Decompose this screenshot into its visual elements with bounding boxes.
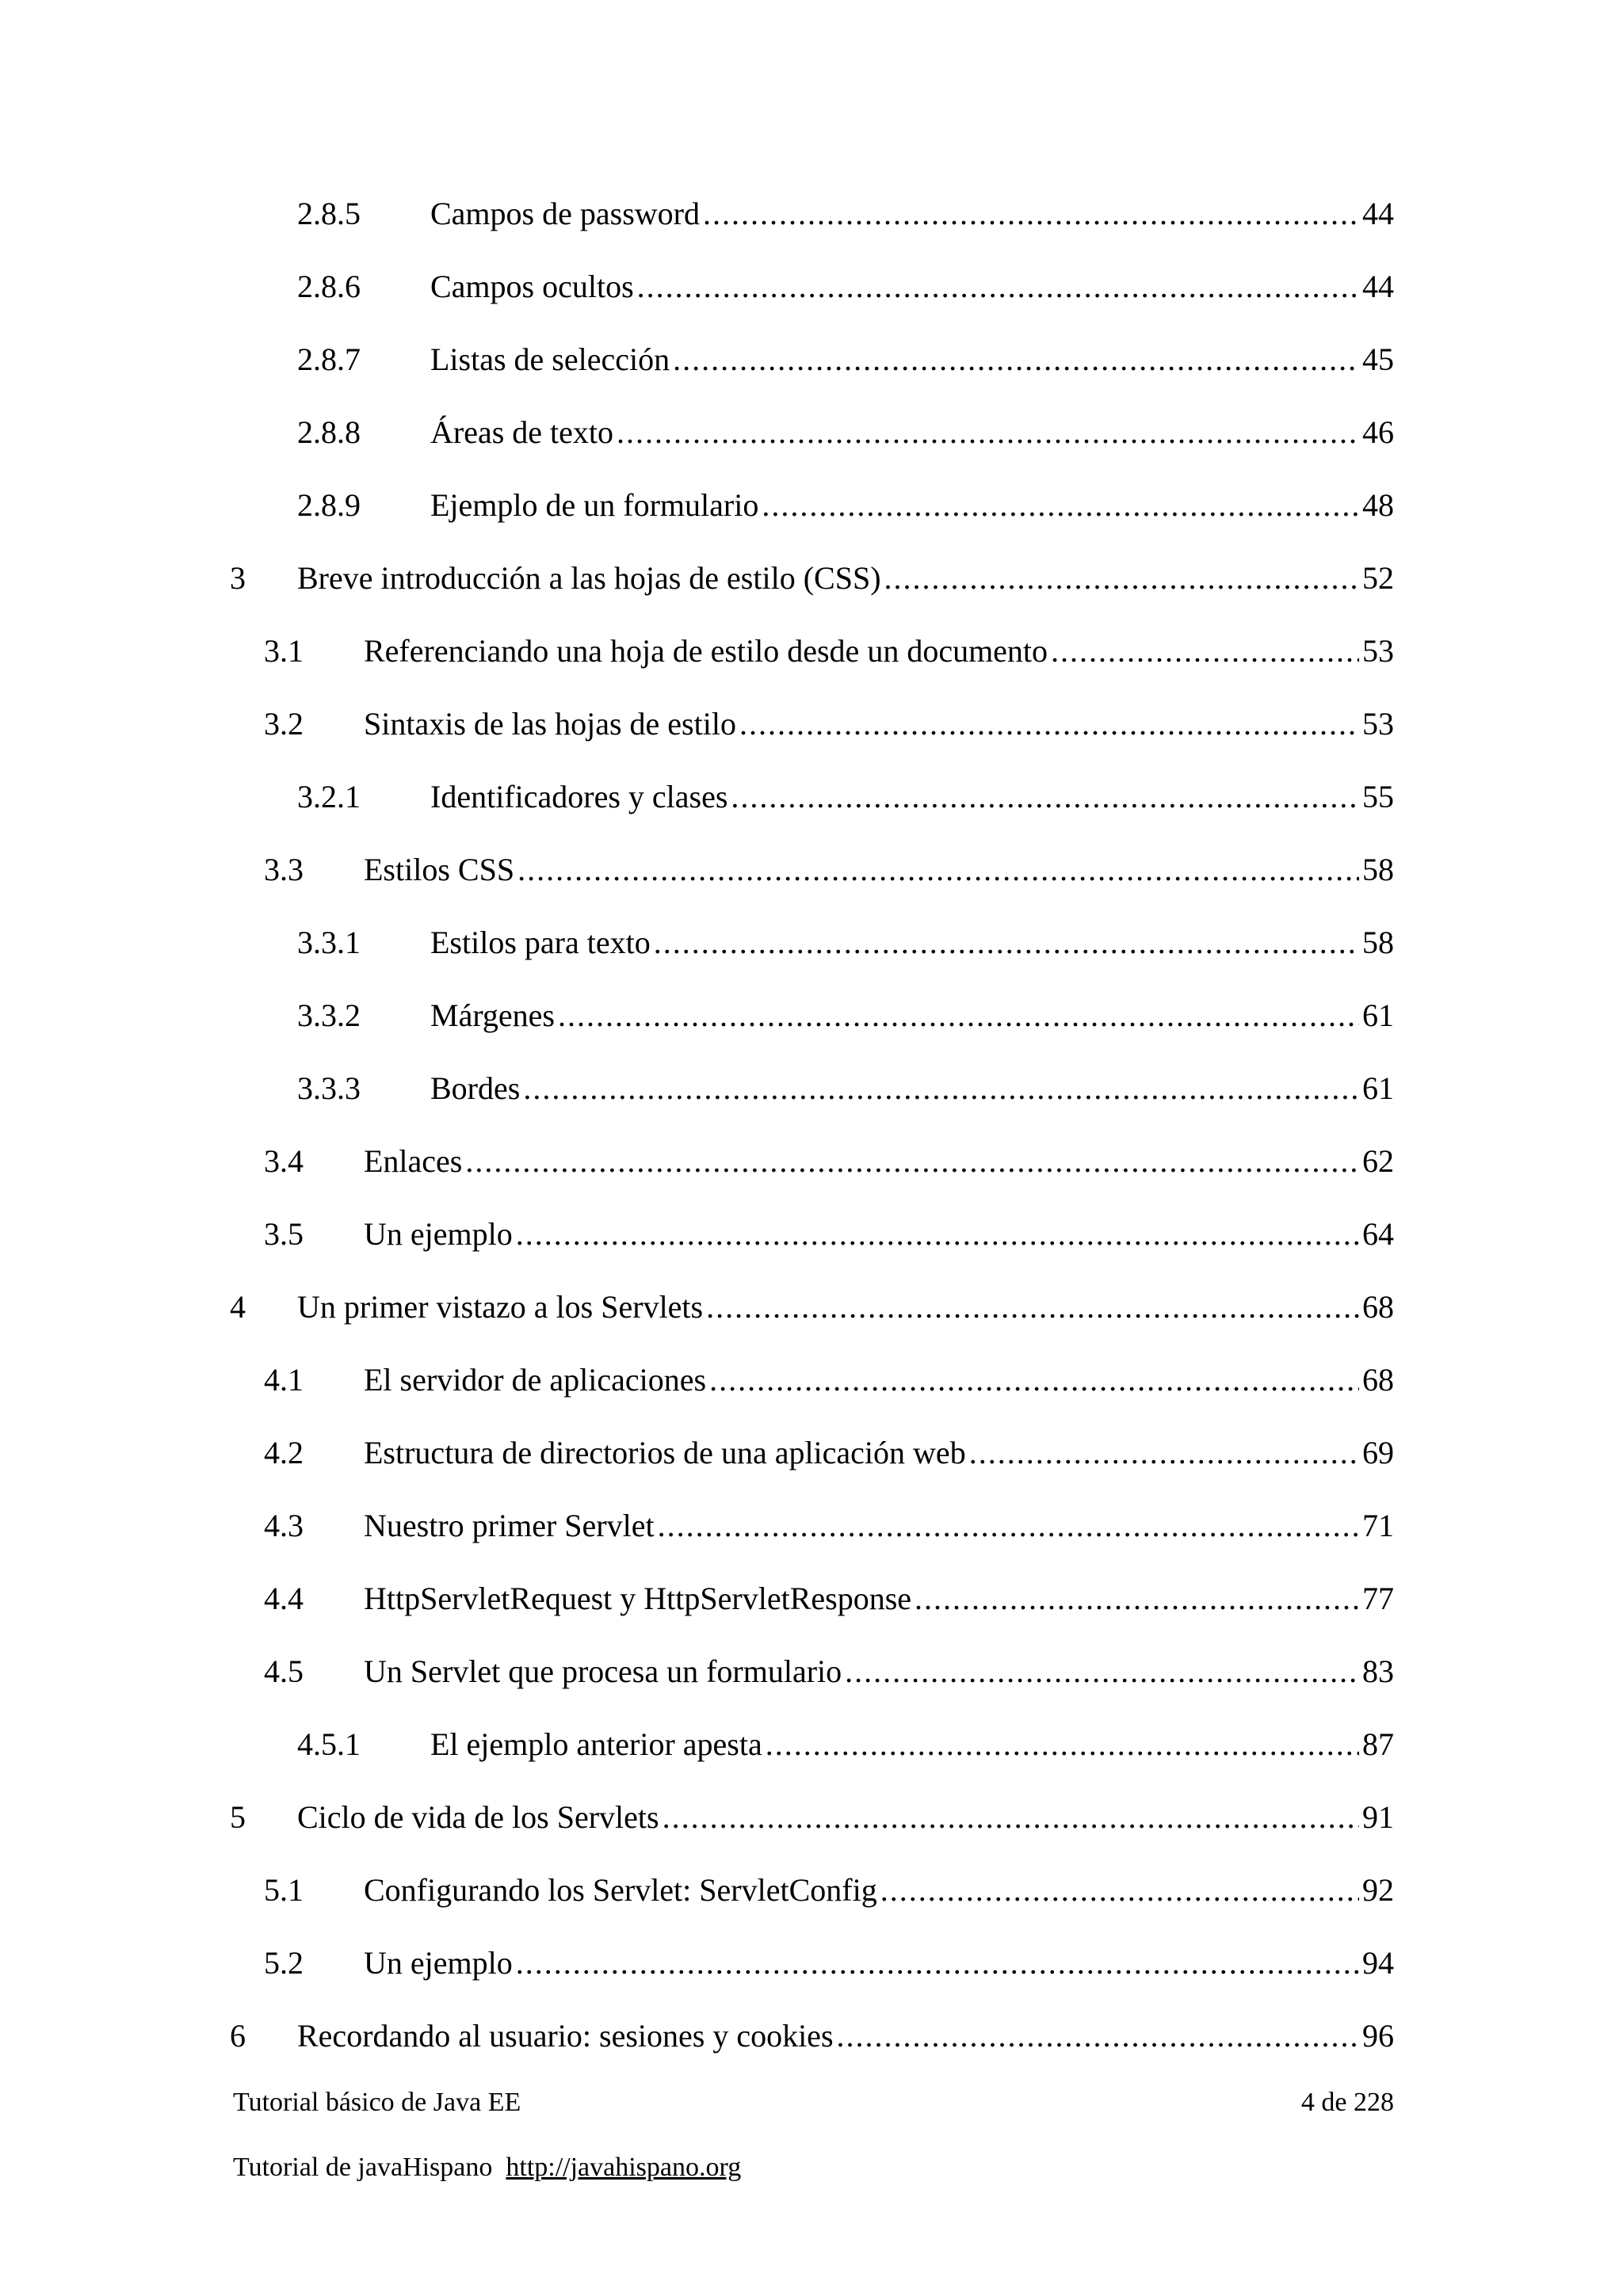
toc-entry[interactable]: [230, 1794, 1394, 1841]
toc-entry-page: 52: [1362, 560, 1394, 596]
toc-entry-page: 68: [1362, 1362, 1394, 1398]
toc-entry-title: Configurando los Servlet: ServletConfig: [364, 1872, 877, 1908]
toc-entry-title: Breve introducción a las hojas de estilo (CSS): [297, 560, 881, 596]
toc-entry[interactable]: [297, 336, 1394, 383]
toc-entry[interactable]: [264, 1867, 1394, 1914]
footer-credit-line: [233, 2150, 741, 2185]
toc-dot-leader: [845, 1648, 1359, 1695]
toc-entry-title: Un ejemplo: [364, 1945, 513, 1981]
toc-entry-page: 55: [1362, 779, 1394, 814]
toc-dot-leader: [709, 1356, 1359, 1404]
toc-dot-leader: [880, 1867, 1359, 1914]
toc-entry-number: 3.2: [264, 706, 304, 742]
toc-entry-page: 94: [1362, 1945, 1394, 1981]
toc-entry[interactable]: [264, 1356, 1394, 1404]
toc-entry-title: El servidor de aplicaciones: [364, 1362, 707, 1398]
toc-entry[interactable]: [297, 1065, 1394, 1112]
toc-dot-leader: [762, 482, 1359, 529]
toc-dot-leader: [523, 1065, 1359, 1112]
toc-dot-leader: [516, 1211, 1359, 1258]
toc-entry-page: 91: [1362, 1799, 1394, 1835]
toc-dot-leader: [637, 263, 1359, 311]
toc-entry-title: Campos de password: [430, 196, 700, 231]
toc-entry-title: Campos ocultos: [430, 269, 634, 304]
toc-entry[interactable]: [264, 1939, 1394, 1987]
toc-dot-leader: [915, 1575, 1359, 1623]
toc-entry-page: 44: [1362, 196, 1394, 231]
toc-entry-title: Listas de selección: [430, 341, 670, 377]
toc-entry-number: 3.3: [264, 852, 304, 887]
toc-entry[interactable]: [297, 773, 1394, 821]
footer-doc-title: Tutorial básico de Java EE: [233, 2088, 521, 2117]
toc-entry-page: 69: [1362, 1435, 1394, 1470]
toc-entry-number: 2.8.5: [297, 196, 361, 231]
footer-credit: Tutorial de javaHispano: [233, 2153, 493, 2182]
toc-entry-page: 61: [1362, 1070, 1394, 1106]
toc-entry-page: 68: [1362, 1289, 1394, 1325]
toc-entry[interactable]: [230, 1283, 1394, 1331]
toc-entry[interactable]: [230, 2012, 1394, 2060]
toc-entry[interactable]: [264, 627, 1394, 675]
toc-entry[interactable]: [264, 1138, 1394, 1185]
toc-dot-leader: [516, 1939, 1359, 1987]
toc-dot-leader: [731, 773, 1359, 821]
toc-entry-number: 3.2.1: [297, 779, 361, 814]
toc-entry-title: Márgenes: [430, 997, 555, 1033]
toc-dot-leader: [739, 700, 1359, 748]
toc-dot-leader: [658, 1502, 1359, 1550]
toc-entry-page: 48: [1362, 487, 1394, 523]
toc-entry-page: 83: [1362, 1653, 1394, 1689]
toc-entry-title: Un primer vistazo a los Servlets: [297, 1289, 704, 1325]
toc-dot-leader: [703, 190, 1359, 238]
toc-entry-number: 4.3: [264, 1508, 304, 1543]
toc-entry-page: 44: [1362, 269, 1394, 304]
toc-entry-page: 46: [1362, 414, 1394, 450]
toc-entry-number: 6: [230, 2018, 246, 2054]
toc-dot-leader: [617, 409, 1359, 456]
toc-entry[interactable]: [264, 1429, 1394, 1477]
toc-entry-page: 58: [1362, 925, 1394, 960]
toc-entry-number: 3.1: [264, 633, 304, 669]
toc-entry-number: 5: [230, 1799, 246, 1835]
toc-entry-number: 4.2: [264, 1435, 304, 1470]
toc-entry[interactable]: [297, 992, 1394, 1039]
toc-entry-title: Estilos CSS: [364, 852, 515, 887]
toc-entry[interactable]: [264, 700, 1394, 748]
toc-entry-page: 53: [1362, 706, 1394, 742]
toc-dot-leader: [884, 555, 1359, 602]
toc-entry-number: 2.8.7: [297, 341, 361, 377]
toc-entry[interactable]: [297, 263, 1394, 311]
toc-entry-number: 2.8.6: [297, 269, 361, 304]
toc-entry[interactable]: [297, 1721, 1394, 1768]
toc-entry-title: Un Servlet que procesa un formulario: [364, 1653, 842, 1689]
toc-entry-title: HttpServletRequest y HttpServletResponse: [364, 1581, 912, 1616]
toc-entry-title: Bordes: [430, 1070, 521, 1106]
toc-entry-page: 58: [1362, 852, 1394, 887]
toc-dot-leader: [766, 1721, 1359, 1768]
toc-entry[interactable]: [264, 1575, 1394, 1623]
toc-entry-page: 53: [1362, 633, 1394, 669]
toc-entry-title: Enlaces: [364, 1143, 463, 1179]
toc-entry-number: 3: [230, 560, 246, 596]
toc-entry[interactable]: [264, 1502, 1394, 1550]
toc-entry-page: 87: [1362, 1726, 1394, 1762]
toc-entry[interactable]: [264, 1648, 1394, 1695]
toc-entry-title: Recordando al usuario: sesiones y cookies: [297, 2018, 834, 2054]
toc-dot-leader: [837, 2012, 1359, 2060]
toc-entry-number: 3.3.1: [297, 925, 361, 960]
toc-entry-number: 5.1: [264, 1872, 304, 1908]
toc-entry-page: 64: [1362, 1216, 1394, 1252]
toc-entry-title: Identificadores y clases: [430, 779, 728, 814]
toc-entry-page: 96: [1362, 2018, 1394, 2054]
toc-entry-number: 2.8.9: [297, 487, 361, 523]
toc-entry[interactable]: [230, 555, 1394, 602]
toc-dot-leader: [706, 1283, 1359, 1331]
toc-entry-number: 3.3.2: [297, 997, 361, 1033]
toc-entry-title: Referenciando una hoja de estilo desde un documento: [364, 633, 1048, 669]
toc-entry-number: 4.5: [264, 1653, 304, 1689]
toc-entry-title: Un ejemplo: [364, 1216, 513, 1252]
toc-entry-number: 4.1: [264, 1362, 304, 1398]
toc-entry-page: 77: [1362, 1581, 1394, 1616]
toc-entry-number: 3.4: [264, 1143, 304, 1179]
toc-entry-number: 5.2: [264, 1945, 304, 1981]
page-footer: [233, 2085, 1394, 2120]
toc-entry[interactable]: [297, 190, 1394, 238]
toc-entry-title: Sintaxis de las hojas de estilo: [364, 706, 736, 742]
toc-entry-number: 2.8.8: [297, 414, 361, 450]
toc-entry-page: 45: [1362, 341, 1394, 377]
toc-dot-leader: [1051, 627, 1359, 675]
toc-entry[interactable]: [264, 1211, 1394, 1258]
toc-entry[interactable]: [297, 482, 1394, 529]
toc-entry-page: 62: [1362, 1143, 1394, 1179]
toc-entry-title: Áreas de texto: [430, 414, 614, 450]
toc-dot-leader: [663, 1794, 1359, 1841]
toc-entry-title: Estilos para texto: [430, 925, 651, 960]
toc-entry-page: 61: [1362, 997, 1394, 1033]
toc-entry-page: 92: [1362, 1872, 1394, 1908]
toc-dot-leader: [558, 992, 1359, 1039]
toc-entry-title: Ejemplo de un formulario: [430, 487, 759, 523]
toc-dot-leader: [517, 846, 1359, 894]
toc-entry[interactable]: [264, 846, 1394, 894]
toc-entry-title: Nuestro primer Servlet: [364, 1508, 655, 1543]
toc-dot-leader: [673, 336, 1359, 383]
toc-entry-title: El ejemplo anterior apesta: [430, 1726, 762, 1762]
toc-dot-leader: [969, 1429, 1359, 1477]
toc-entry-number: 4.4: [264, 1581, 304, 1616]
toc-entry[interactable]: [297, 409, 1394, 456]
toc-entry-number: 4: [230, 1289, 246, 1325]
footer-page-indicator: 4 de 228: [1300, 2088, 1394, 2117]
toc-entry-number: 3.3.3: [297, 1070, 361, 1106]
toc-entry-title: Estructura de directorios de una aplicación web: [364, 1435, 966, 1470]
toc-dot-leader: [465, 1138, 1359, 1185]
toc-dot-leader: [654, 919, 1359, 967]
toc-entry-title: Ciclo de vida de los Servlets: [297, 1799, 659, 1835]
footer-url-link[interactable]: http://javahispano.org: [506, 2153, 742, 2182]
toc-entry-page: 71: [1362, 1508, 1394, 1543]
toc-entry-number: 4.5.1: [297, 1726, 361, 1762]
toc-entry-number: 3.5: [264, 1216, 304, 1252]
toc-entry[interactable]: [297, 919, 1394, 967]
